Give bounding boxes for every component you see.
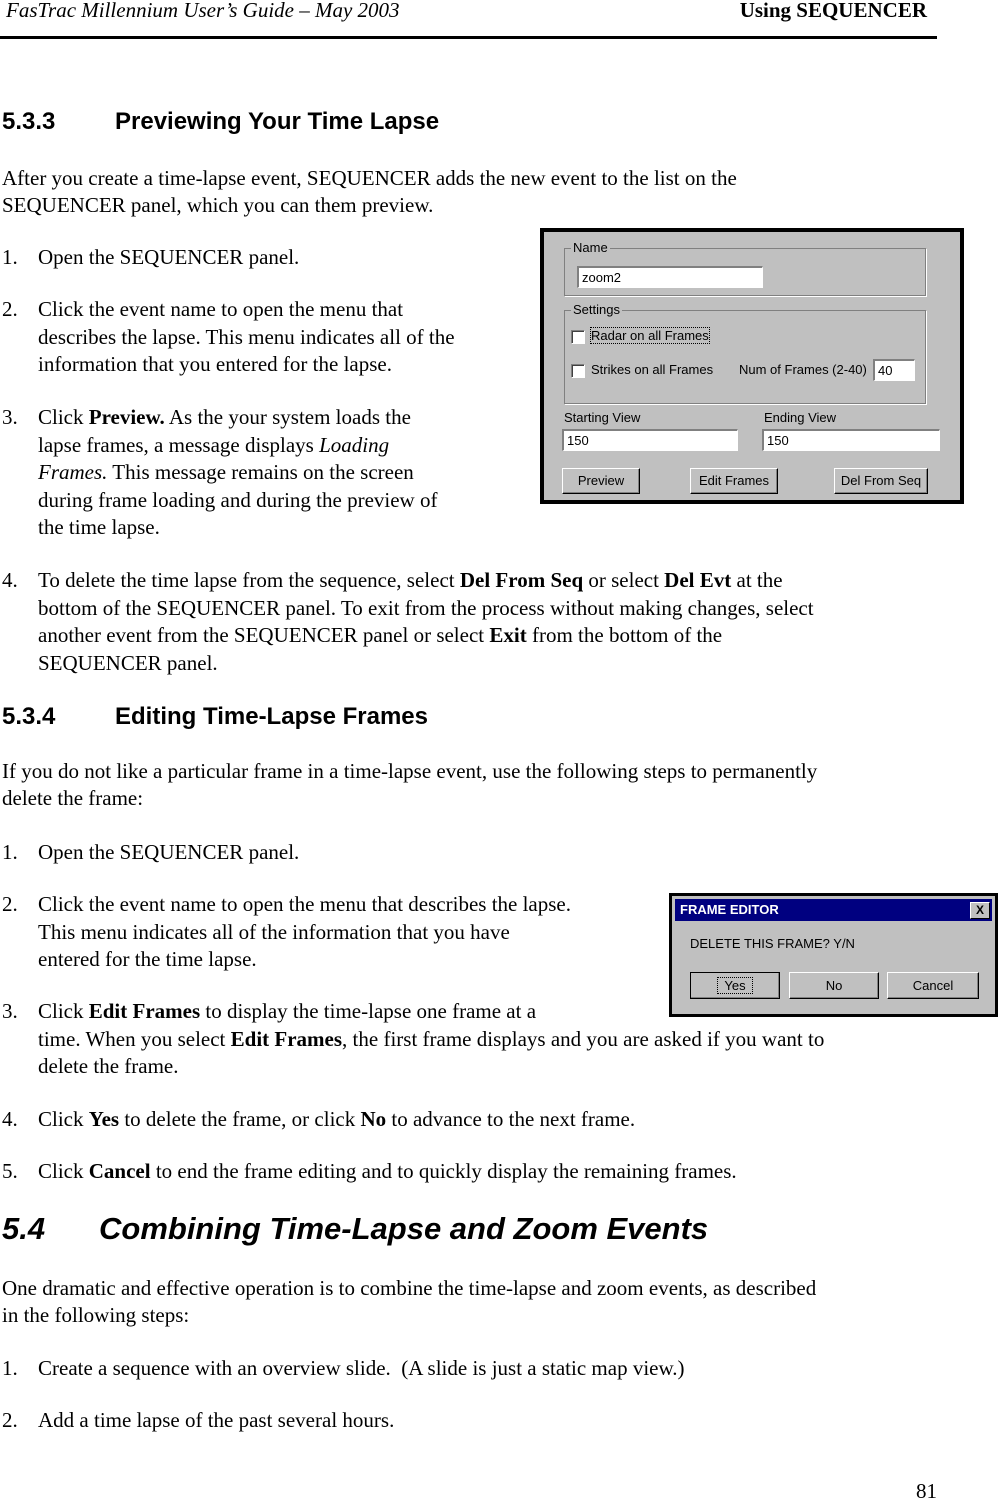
num-frames-input[interactable]: 40	[873, 359, 915, 381]
dialog-prompt: DELETE THIS FRAME? Y/N	[690, 936, 855, 951]
strikes-checkbox-label[interactable]: Strikes on all Frames	[591, 362, 714, 377]
list-item: 4. Click Yes to delete the frame, or click No to advance to the next frame.	[2, 1107, 636, 1131]
strikes-checkbox[interactable]	[571, 364, 585, 378]
yes-button[interactable]	[690, 972, 780, 999]
starting-view-input[interactable]: 150	[562, 429, 738, 451]
paragraph: If you do not like a particular frame in a time-lapse event, use the following steps to permanently delete the frame:	[2, 759, 818, 810]
ending-view-input[interactable]: 150	[762, 429, 940, 451]
running-header-title: FasTrac Millennium User’s Guide – May 2003	[6, 0, 400, 22]
paragraph: One dramatic and effective operation is to combine the time-lapse and zoom events, as described in the following steps:	[2, 1276, 817, 1327]
name-group	[564, 240, 926, 296]
settings-group	[564, 302, 926, 404]
section-heading-5-3-3: 5.3.3 Previewing Your Time Lapse	[2, 108, 440, 135]
dialog-title: FRAME EDITOR	[680, 902, 779, 917]
frame-editor-dialog	[669, 893, 998, 1017]
sequencer-panel	[540, 228, 964, 504]
dialog-titlebar	[675, 899, 992, 921]
header-rule	[0, 36, 937, 39]
list-item: 1. Open the SEQUENCER panel.	[2, 245, 300, 269]
preview-button[interactable]: Preview	[562, 468, 640, 494]
list-item: 1. Open the SEQUENCER panel.	[2, 840, 300, 864]
running-header-section: Using SEQUENCER	[739, 0, 927, 22]
list-item: 3. Click Edit Frames to display the time-lapse one frame at a time. When you select Edit Frames, the first frame displays and you are asked if you want to delete the frame.	[2, 999, 825, 1078]
section-heading-5-3-4: 5.3.4 Editing Time-Lapse Frames	[2, 703, 428, 730]
cancel-button[interactable]: Cancel	[887, 972, 979, 999]
settings-group-label: Settings	[573, 302, 620, 317]
list-item: 5. Click Cancel to end the frame editing and to quickly display the remaining frames.	[2, 1159, 737, 1183]
list-item: 2. Add a time lapse of the past several hours.	[2, 1408, 395, 1432]
ending-view-label: Ending View	[764, 410, 837, 425]
yes-button-label: Yes	[718, 978, 751, 993]
name-input[interactable]: zoom2	[577, 266, 763, 288]
list-item: 2. Click the event name to open the menu that describes the lapse. This menu indicates all of the information that you entered for the lapse.	[2, 297, 455, 376]
starting-view-label: Starting View	[564, 410, 641, 425]
edit-frames-button[interactable]: Edit Frames	[690, 468, 778, 494]
section-heading-5-4: 5.4 Combining Time-Lapse and Zoom Events	[2, 1211, 709, 1246]
list-item: 1. Create a sequence with an overview slide. (A slide is just a static map view.)	[2, 1356, 685, 1380]
radar-checkbox[interactable]	[571, 330, 585, 344]
close-icon[interactable]: X	[970, 902, 990, 919]
del-from-seq-button[interactable]: Del From Seq	[834, 468, 928, 494]
no-button[interactable]: No	[789, 972, 879, 999]
page-number: 81	[916, 1479, 937, 1503]
num-frames-label: Num of Frames (2-40)	[739, 362, 867, 377]
radar-checkbox-label[interactable]: Radar on all Frames	[591, 328, 709, 343]
list-item: 2. Click the event name to open the menu that describes the lapse. This menu indicates all of the information that you have entered for the time lapse.	[2, 892, 571, 971]
name-group-label: Name	[573, 240, 608, 255]
paragraph: After you create a time-lapse event, SEQUENCER adds the new event to the list on the SEQUENCER panel, which you can them preview.	[2, 166, 737, 217]
list-item: 4. To delete the time lapse from the sequence, select Del From Seq or select Del Evt at the bottom of the SEQUENCER panel. To exit from the process without making changes, select another event from the SEQUENCER panel or select Exit from the bottom of the SEQUENCER panel.	[2, 568, 814, 675]
list-item: 3. Click Preview. As the your system loads the lapse frames, a message displays Loading Frames. This message remains on the screen during frame loading and during the preview of the time lapse.	[2, 405, 438, 539]
